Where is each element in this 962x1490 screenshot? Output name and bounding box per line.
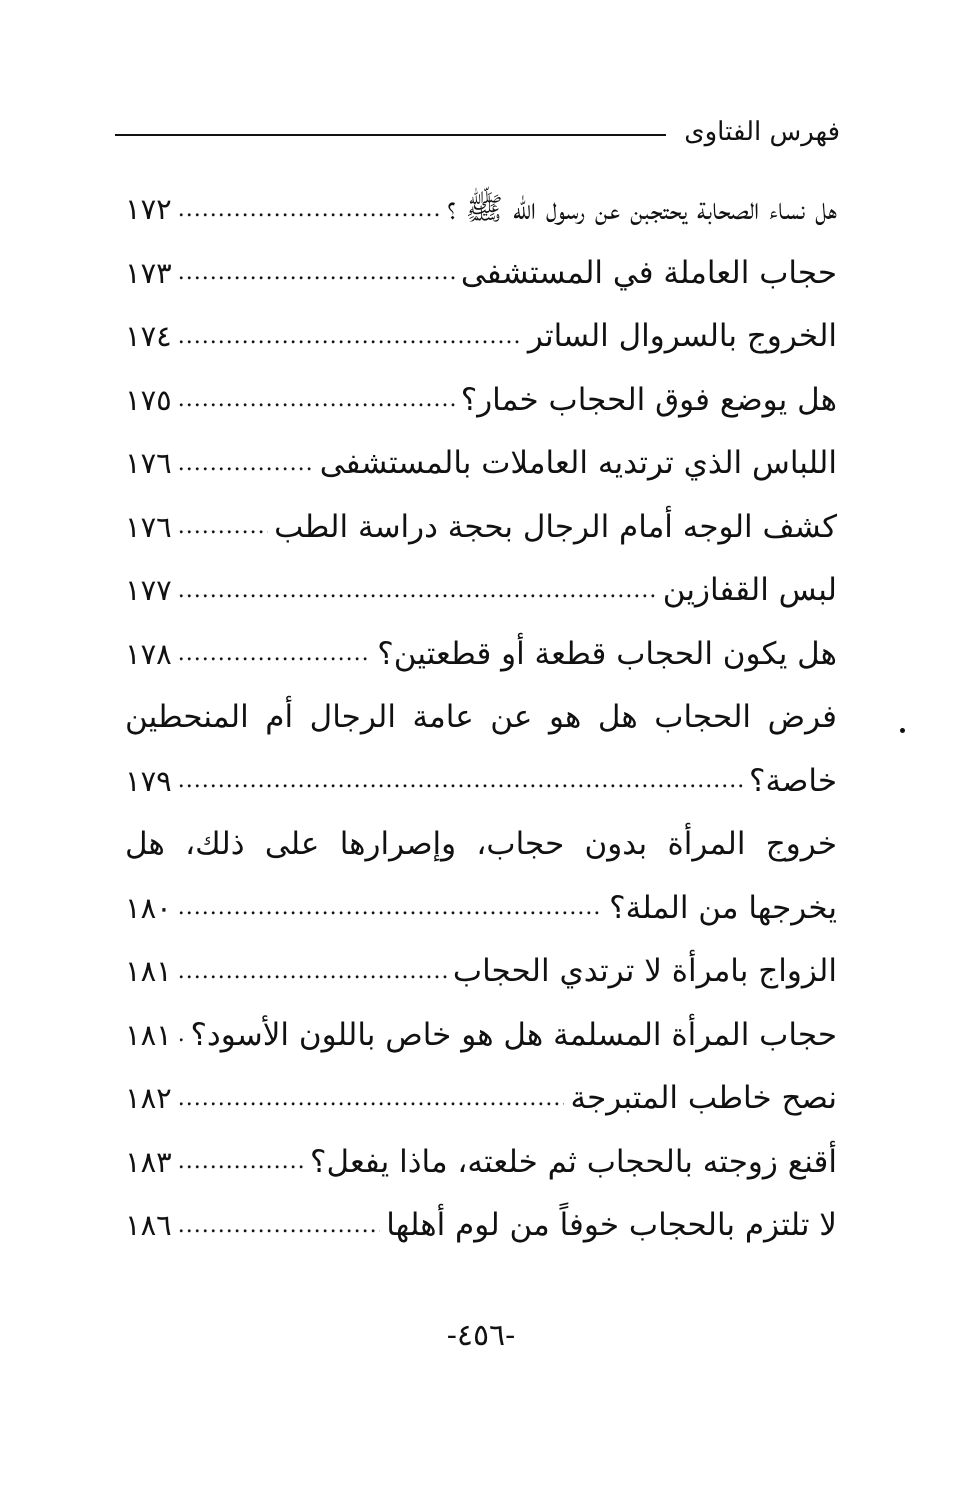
- dot-leader: [178, 453, 314, 475]
- entry-title: خاصة؟: [748, 762, 837, 799]
- dot-leader: [178, 643, 372, 665]
- entry-page: ١٧٥: [125, 382, 172, 417]
- toc-entry-continued: [125, 813, 837, 877]
- entry-title: الخروج بالسروال الساتر: [527, 318, 837, 355]
- entry-title: يخرجها من الملة؟: [609, 889, 837, 926]
- running-header: [115, 112, 840, 152]
- dot-leader: [178, 262, 455, 284]
- toc-entry: [125, 369, 837, 433]
- entry-page: ١٧٨: [125, 636, 172, 671]
- dot-leader: [178, 1151, 304, 1173]
- toc-entry-continued: [125, 686, 837, 750]
- entry-page: ١٨٢: [125, 1081, 172, 1116]
- entry-page: ١٧٣: [125, 255, 172, 290]
- entry-title: اللباس الذي ترتديه العاملات بالمستشفى: [319, 445, 837, 482]
- toc-entry: [125, 305, 837, 369]
- toc-entry: [125, 1194, 837, 1258]
- entry-page: ١٨٣: [125, 1144, 172, 1179]
- entry-title: لا تلتزم بالحجاب خوفاً من لوم أهلها: [386, 1207, 837, 1244]
- entry-title: كشف الوجه أمام الرجال بحجة دراسة الطب: [274, 508, 837, 545]
- dot-leader: [178, 326, 522, 348]
- toc-entry: [125, 750, 837, 814]
- entry-title: خروج المرأة بدون حجاب، وإصرارها على ذلك، هل: [125, 826, 837, 863]
- dot-leader: [178, 897, 603, 919]
- entry-title: نصح خاطب المتبرجة: [570, 1080, 837, 1117]
- dot-leader: [178, 199, 441, 221]
- toc-entry: [125, 242, 837, 306]
- dot-leader: [178, 1215, 380, 1237]
- entry-title: أقنع زوجته بالحجاب ثم خلعته، ماذا يفعل؟: [310, 1143, 837, 1180]
- entry-title: حجاب المرأة المسلمة هل هو خاص باللون الأسود؟: [190, 1016, 837, 1053]
- header-title: فهرس الفتاوى: [684, 117, 840, 147]
- entry-page: ١٧٤: [125, 319, 172, 354]
- toc-entry: [125, 623, 837, 687]
- entry-page: ١٧٦: [125, 509, 172, 544]
- toc-entry: [125, 940, 837, 1004]
- fatwa-index-list: [125, 178, 837, 1258]
- entry-page: ١٨١: [125, 1017, 172, 1052]
- toc-entry: [125, 496, 837, 560]
- entry-title: هل نساء الصحابة يحتجبن عن رسول الله ﷺ ؟: [447, 191, 837, 228]
- dot-leader: [178, 961, 447, 983]
- page-number: -٤٥٦-: [446, 1318, 516, 1353]
- dot-leader: [178, 516, 268, 538]
- scan-speck: [900, 728, 905, 733]
- entry-page: ١٧٧: [125, 573, 172, 608]
- entry-title: الزواج بامرأة لا ترتدي الحجاب: [452, 953, 837, 990]
- dot-leader: [178, 389, 455, 411]
- entry-page: ١٨٦: [125, 1208, 172, 1243]
- entry-page: ١٨١: [125, 954, 172, 989]
- toc-entry: [125, 178, 837, 242]
- header-rule: [115, 134, 666, 136]
- dot-leader: [178, 770, 743, 792]
- dot-leader: [178, 1024, 185, 1046]
- entry-title: حجاب العاملة في المستشفى: [460, 254, 837, 291]
- toc-entry: [125, 877, 837, 941]
- entry-title: هل يوضع فوق الحجاب خمار؟: [460, 381, 837, 418]
- entry-page: ١٧٩: [125, 763, 172, 798]
- toc-entry: [125, 1004, 837, 1068]
- entry-page: ١٧٢: [125, 192, 172, 227]
- entry-title: فرض الحجاب هل هو عن عامة الرجال أم المنحطين: [125, 699, 837, 736]
- entry-page: ١٧٦: [125, 446, 172, 481]
- toc-entry: [125, 432, 837, 496]
- entry-title: لبس القفازين: [662, 572, 837, 609]
- toc-entry: [125, 559, 837, 623]
- toc-entry: [125, 1067, 837, 1131]
- toc-entry: [125, 1131, 837, 1195]
- dot-leader: [178, 580, 657, 602]
- dot-leader: [178, 1088, 565, 1110]
- entry-page: ١٨٠: [125, 890, 172, 925]
- entry-title: هل يكون الحجاب قطعة أو قطعتين؟: [377, 635, 837, 672]
